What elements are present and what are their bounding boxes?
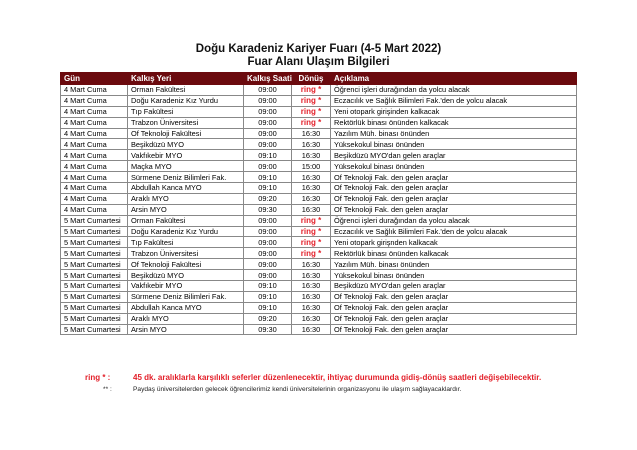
cell-departure-time: 09:00: [244, 161, 292, 172]
cell-description: Of Teknoloji Fak. den gelen araçlar: [331, 193, 577, 204]
cell-departure-place: Sürmene Deniz Bilimleri Fak.: [128, 291, 244, 302]
cell-day: 5 Mart Cumartesi: [61, 324, 128, 335]
table-row: [61, 183, 577, 194]
table-row: [61, 150, 577, 161]
cell-day: 4 Mart Cuma: [61, 139, 128, 150]
cell-day: 4 Mart Cuma: [61, 85, 128, 96]
cell-departure-place: Vakfıkebir MYO: [128, 281, 244, 292]
cell-description: Yeni otopark girişinden kalkacak: [331, 106, 577, 117]
cell-day: 5 Mart Cumartesi: [61, 281, 128, 292]
cell-day: 5 Mart Cumartesi: [61, 226, 128, 237]
table-row: [61, 215, 577, 226]
table-row: [61, 313, 577, 324]
cell-departure-time: 09:00: [244, 270, 292, 281]
table-row: [61, 172, 577, 183]
cell-day: 5 Mart Cumartesi: [61, 237, 128, 248]
cell-departure-place: Doğu Karadeniz Kız Yurdu: [128, 226, 244, 237]
cell-description: Yüksekokul binası önünden: [331, 270, 577, 281]
table-row: [61, 193, 577, 204]
cell-description: Rektörlük binası önünden kalkacak: [331, 248, 577, 259]
cell-departure-time: 09:00: [244, 248, 292, 259]
cell-description: Yazılım Müh. binası önünden: [331, 128, 577, 139]
cell-return: ring *: [292, 85, 331, 96]
table-row: [61, 106, 577, 117]
cell-departure-time: 09:30: [244, 324, 292, 335]
cell-return: 16:30: [292, 128, 331, 139]
cell-return: 16:30: [292, 139, 331, 150]
cell-departure-place: Tıp Fakültesi: [128, 106, 244, 117]
cell-day: 5 Mart Cumartesi: [61, 313, 128, 324]
cell-return: ring *: [292, 237, 331, 248]
cell-departure-time: 09:10: [244, 183, 292, 194]
cell-day: 5 Mart Cumartesi: [61, 302, 128, 313]
cell-return: 16:30: [292, 302, 331, 313]
table-row: [61, 270, 577, 281]
cell-description: Of Teknoloji Fak. den gelen araçlar: [331, 204, 577, 215]
header-description: Açıklama: [331, 73, 577, 85]
cell-return: 16:30: [292, 150, 331, 161]
cell-departure-place: Vakfıkebir MYO: [128, 150, 244, 161]
cell-day: 5 Mart Cumartesi: [61, 248, 128, 259]
cell-return: 16:30: [292, 324, 331, 335]
cell-description: Eczacılık ve Sağlık Bilimleri Fak.'den de yolcu alacak: [331, 226, 577, 237]
table-row: [61, 291, 577, 302]
cell-departure-time: 09:00: [244, 226, 292, 237]
cell-description: Eczacılık ve Sağlık Bilimleri Fak.'den de yolcu alacak: [331, 95, 577, 106]
cell-return: ring *: [292, 95, 331, 106]
cell-departure-place: Arsin MYO: [128, 204, 244, 215]
cell-description: Of Teknoloji Fak. den gelen araçlar: [331, 291, 577, 302]
cell-description: Öğrenci işleri durağından da yolcu alacak: [331, 215, 577, 226]
cell-description: Öğrenci işleri durağından da yolcu alacak: [331, 85, 577, 96]
cell-description: Of Teknoloji Fak. den gelen araçlar: [331, 302, 577, 313]
cell-departure-time: 09:00: [244, 139, 292, 150]
cell-description: Rektörlük binası önünden kalkacak: [331, 117, 577, 128]
cell-departure-place: Abdullah Kanca MYO: [128, 302, 244, 313]
table-header-row: [61, 73, 577, 85]
footnote-ring-key: ring * :: [85, 373, 111, 382]
header-departure-time: Kalkış Saati: [244, 73, 292, 85]
cell-day: 4 Mart Cuma: [61, 183, 128, 194]
cell-day: 5 Mart Cumartesi: [61, 291, 128, 302]
cell-day: 5 Mart Cumartesi: [61, 259, 128, 270]
footnote-ring: [85, 373, 541, 382]
cell-return: ring *: [292, 117, 331, 128]
cell-return: ring *: [292, 226, 331, 237]
cell-day: 4 Mart Cuma: [61, 172, 128, 183]
cell-description: Of Teknoloji Fak. den gelen araçlar: [331, 324, 577, 335]
table-row: [61, 117, 577, 128]
cell-return: 16:30: [292, 291, 331, 302]
cell-return: 16:30: [292, 204, 331, 215]
cell-departure-time: 09:20: [244, 313, 292, 324]
cell-day: 5 Mart Cumartesi: [61, 270, 128, 281]
cell-description: Of Teknoloji Fak. den gelen araçlar: [331, 313, 577, 324]
footnote-double-asterisk-key: ** :: [103, 386, 112, 393]
table-row: [61, 128, 577, 139]
cell-departure-time: 09:20: [244, 193, 292, 204]
cell-departure-time: 09:00: [244, 237, 292, 248]
cell-day: 4 Mart Cuma: [61, 95, 128, 106]
cell-return: 16:30: [292, 313, 331, 324]
cell-departure-time: 09:00: [244, 106, 292, 117]
cell-departure-place: Of Teknoloji Fakültesi: [128, 128, 244, 139]
cell-departure-place: Of Teknoloji Fakültesi: [128, 259, 244, 270]
table-row: [61, 259, 577, 270]
table-row: [61, 95, 577, 106]
cell-departure-place: Beşikdüzü MYO: [128, 270, 244, 281]
cell-return: ring *: [292, 248, 331, 259]
cell-description: Yazılım Müh. binası önünden: [331, 259, 577, 270]
document-subtitle: Fuar Alanı Ulaşım Bilgileri: [247, 56, 390, 68]
cell-departure-time: 09:10: [244, 150, 292, 161]
cell-departure-place: Maçka MYO: [128, 161, 244, 172]
cell-return: 16:30: [292, 172, 331, 183]
cell-return: 16:30: [292, 281, 331, 292]
cell-departure-time: 09:30: [244, 204, 292, 215]
cell-day: 4 Mart Cuma: [61, 150, 128, 161]
cell-departure-place: Orman Fakültesi: [128, 85, 244, 96]
cell-description: Beşikdüzü MYO'dan gelen araçlar: [331, 281, 577, 292]
cell-description: Of Teknoloji Fak. den gelen araçlar: [331, 172, 577, 183]
cell-departure-time: 09:10: [244, 302, 292, 313]
cell-departure-place: Trabzon Üniversitesi: [128, 117, 244, 128]
cell-departure-place: Orman Fakültesi: [128, 215, 244, 226]
cell-return: 16:30: [292, 270, 331, 281]
cell-day: 4 Mart Cuma: [61, 193, 128, 204]
table-row: [61, 324, 577, 335]
table-row: [61, 248, 577, 259]
cell-departure-place: Araklı MYO: [128, 193, 244, 204]
cell-return: 16:30: [292, 259, 331, 270]
cell-day: 5 Mart Cumartesi: [61, 215, 128, 226]
cell-day: 4 Mart Cuma: [61, 128, 128, 139]
cell-departure-time: 09:00: [244, 85, 292, 96]
table-row: [61, 139, 577, 150]
cell-departure-time: 09:10: [244, 281, 292, 292]
cell-departure-place: Doğu Karadeniz Kız Yurdu: [128, 95, 244, 106]
cell-departure-place: Araklı MYO: [128, 313, 244, 324]
cell-departure-place: Arsin MYO: [128, 324, 244, 335]
document-title: Doğu Karadeniz Kariyer Fuarı (4-5 Mart 2022): [195, 43, 442, 55]
cell-departure-time: 09:00: [244, 259, 292, 270]
cell-departure-time: 09:00: [244, 95, 292, 106]
cell-day: 4 Mart Cuma: [61, 106, 128, 117]
header-day: Gün: [61, 73, 128, 85]
header-return: Dönüş: [292, 73, 331, 85]
cell-return: ring *: [292, 215, 331, 226]
cell-departure-time: 09:00: [244, 215, 292, 226]
cell-departure-place: Tıp Fakültesi: [128, 237, 244, 248]
table-row: [61, 281, 577, 292]
cell-day: 4 Mart Cuma: [61, 161, 128, 172]
footnote-ring-text: 45 dk. aralıklarla karşılıklı seferler düzenlenecektir, ihtiyaç durumunda gidiş-dönüş saatleri değişebilecektir.: [133, 373, 542, 382]
cell-departure-place: Trabzon Üniversitesi: [128, 248, 244, 259]
cell-departure-time: 09:00: [244, 117, 292, 128]
cell-description: Beşikdüzü MYO'dan gelen araçlar: [331, 150, 577, 161]
table-row: [61, 204, 577, 215]
cell-departure-time: 09:10: [244, 172, 292, 183]
table-row: [61, 237, 577, 248]
cell-description: Yüksekokul binası önünden: [331, 161, 577, 172]
table-row: [61, 302, 577, 313]
cell-return: 16:30: [292, 183, 331, 194]
table-row: [61, 85, 577, 96]
cell-return: ring *: [292, 106, 331, 117]
cell-departure-place: Beşikdüzü MYO: [128, 139, 244, 150]
cell-description: Of Teknoloji Fak. den gelen araçlar: [331, 183, 577, 194]
header-departure-place: Kalkış Yeri: [128, 73, 244, 85]
cell-description: Yeni otopark girişnden kalkacak: [331, 237, 577, 248]
footnote-double-asterisk: [103, 386, 461, 393]
cell-departure-place: Sürmene Deniz Bilimleri Fak.: [128, 172, 244, 183]
cell-description: Yüksekokul binası önünden: [331, 139, 577, 150]
cell-departure-place: Abdullah Kanca MYO: [128, 183, 244, 194]
cell-return: 16:30: [292, 193, 331, 204]
table-row: [61, 161, 577, 172]
cell-departure-time: 09:00: [244, 128, 292, 139]
footnote-double-asterisk-text: Paydaş üniversitelerden gelecek öğrencilerimiz kendi üniversitelerinin organizasyonu ile ulaşım sağlayacaklardır.: [133, 386, 462, 393]
cell-day: 4 Mart Cuma: [61, 117, 128, 128]
cell-return: 15:00: [292, 161, 331, 172]
cell-departure-time: 09:10: [244, 291, 292, 302]
table-row: [61, 226, 577, 237]
cell-day: 4 Mart Cuma: [61, 204, 128, 215]
transport-schedule-table: [60, 72, 577, 335]
